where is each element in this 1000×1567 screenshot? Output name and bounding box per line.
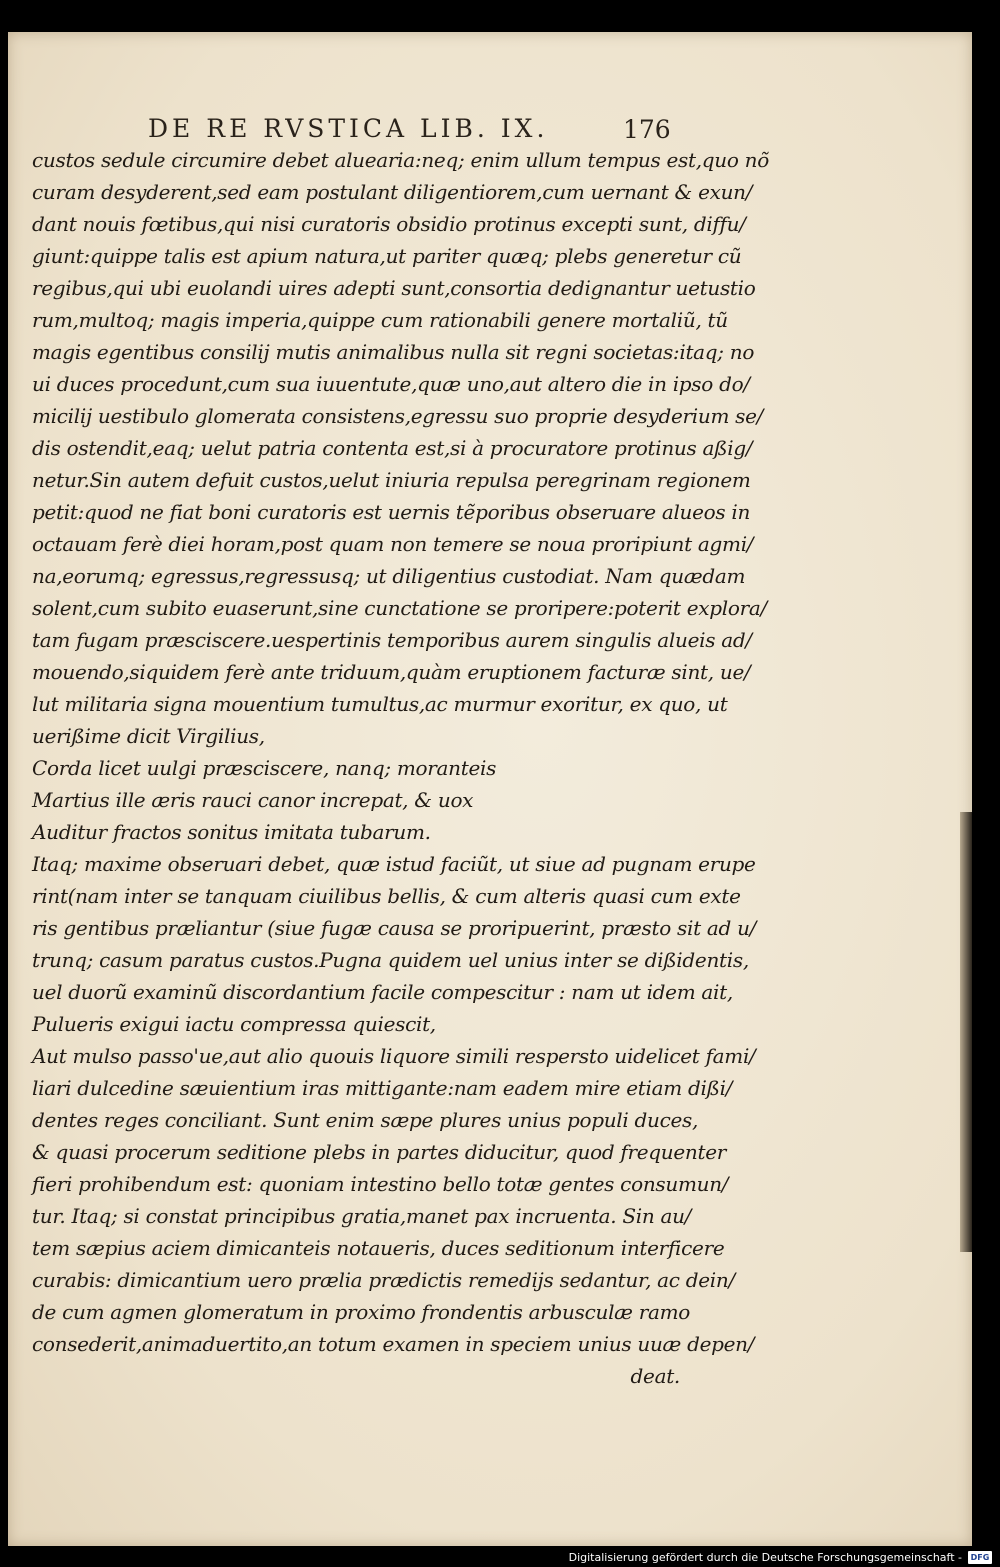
text-line: Auditur fractos sonitus imitata tubarum. (32, 820, 431, 844)
text-line: fieri prohibendum est: quoniam intestino bello totæ gentes consumun/ (32, 1172, 729, 1196)
text-line: regibus,qui ubi euolandi uires adepti sunt,consortia dedignantur uetustio (32, 276, 756, 300)
text-line: Martius ille æris rauci canor increpat, & uox (32, 788, 474, 812)
text-line: tam fugam præsciscere.uespertinis temporibus aurem singulis alueis ad/ (32, 628, 752, 652)
text-line: magis egentibus consilij mutis animalibus nulla sit regni societas:itaq; no (32, 340, 755, 364)
text-line: custos sedule circumire debet aluearia:neq; enim ullum tempus est,quo nõ (32, 148, 769, 172)
dfg-logo: DFG (968, 1551, 992, 1564)
page-fold-shadow (960, 812, 972, 1252)
text-line: ris gentibus præliantur (siue fugæ causa se proripuerint, præsto sit ad u/ (32, 916, 757, 940)
text-line: liari dulcedine sæuientium iras mittigante:nam eadem mire etiam dißi/ (32, 1076, 733, 1100)
text-line: Corda licet uulgi præsciscere, nanq; moranteis (32, 756, 497, 780)
page-number: 176 (623, 115, 671, 144)
text-line: consederit,animaduertito,an totum examen in speciem unius uuæ depen/ (32, 1332, 755, 1356)
text-line: dentes reges conciliant. Sunt enim sæpe plures unius populi duces, (32, 1108, 699, 1132)
text-line: uel duorũ examinũ discordantium facile compescitur : nam ut idem ait, (32, 980, 733, 1004)
catchword: deat. (630, 1364, 680, 1388)
text-line: Pulueris exigui iactu compressa quiescit, (32, 1012, 436, 1036)
text-line: lut militaria signa mouentium tumultus,ac murmur exoritur, ex quo, ut (32, 692, 728, 716)
text-line: rum,multoq; magis imperia,quippe cum rationabili genere mortaliũ, tũ (32, 308, 728, 332)
running-title: DE RE RVSTICA LIB. IX. (148, 114, 549, 143)
text-line: micilij uestibulo glomerata consistens,egressu suo proprie desyderium se/ (32, 404, 764, 428)
text-line: netur.Sin autem defuit custos,uelut iniuria repulsa peregrinam regionem (32, 468, 751, 492)
text-line: ui duces procedunt,cum sua iuuentute,quæ uno,aut altero die in ipso do/ (32, 372, 750, 396)
text-line: tem sæpius aciem dimicanteis notaueris, duces seditionum interficere (32, 1236, 725, 1260)
text-line: octauam ferè diei horam,post quam non temere se noua proripiunt agmi/ (32, 532, 754, 556)
text-line: tur. Itaq; si constat principibus gratia,manet pax incruenta. Sin au/ (32, 1204, 692, 1228)
text-line: & quasi procerum seditione plebs in partes diducitur, quod frequenter (32, 1140, 727, 1164)
text-line: petit:quod ne fiat boni curatoris est uernis tẽporibus obseruare alueos in (32, 500, 751, 524)
text-line: dant nouis fœtibus,qui nisi curatoris obsidio protinus excepti sunt, diffu/ (32, 212, 746, 236)
text-line: solent,cum subito euaserunt,sine cunctatione se proripere:poterit explora/ (32, 596, 767, 620)
text-line: giunt:quippe talis est apium natura,ut pariter quæq; plebs generetur cũ (32, 244, 742, 268)
funding-note: Digitalisierung gefördert durch die Deutsche Forschungsgemeinschaft - (568, 1551, 962, 1564)
text-line: rint(nam inter se tanquam ciuilibus bellis, & cum alteris quasi cum exte (32, 884, 741, 908)
text-line: uerißime dicit Virgilius, (32, 724, 265, 748)
footer-bar (569, 1551, 992, 1564)
text-line: mouendo,siquidem ferè ante triduum,quàm eruptionem facturæ sint, ue/ (32, 660, 751, 684)
text-line: curam desyderent,sed eam postulant diligentiorem,cum uernant & exun/ (32, 180, 753, 204)
text-line: trunq; casum paratus custos.Pugna quidem uel unius inter se dißidentis, (32, 948, 749, 972)
page-text (32, 144, 769, 1392)
text-line: Aut mulso passo'ue,aut alio quouis liquore simili respersto uidelicet fami/ (32, 1044, 756, 1068)
text-line: de cum agmen glomeratum in proximo frondentis arbusculæ ramo (32, 1300, 691, 1324)
text-line: Itaq; maxime obseruari debet, quæ istud faciũt, ut siue ad pugnam erupe (32, 852, 756, 876)
text-line: na,eorumq; egressus,regressusq; ut diligentius custodiat. Nam quædam (32, 564, 746, 588)
text-line: curabis: dimicantium uero prælia prædictis remedijs sedantur, ac dein/ (32, 1268, 735, 1292)
text-line: dis ostendit,eaq; uelut patria contenta est,si à procuratore protinus aßig/ (32, 436, 753, 460)
book-page (8, 32, 972, 1546)
